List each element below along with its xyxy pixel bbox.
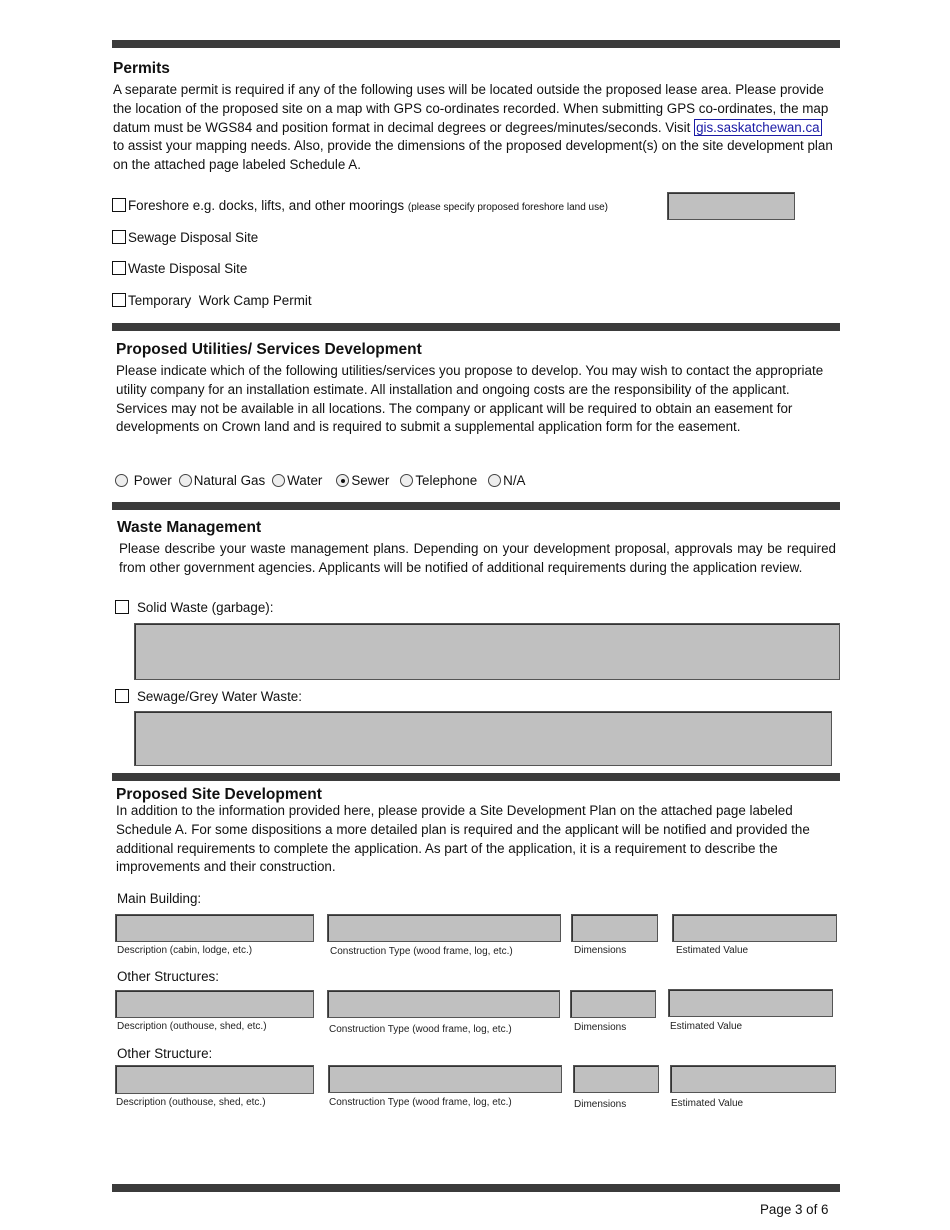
- other-structure-dimensions-input[interactable]: [573, 1065, 659, 1093]
- field-caption: Dimensions: [574, 945, 627, 956]
- permits-heading: Permits: [113, 60, 170, 77]
- other-structures-dimensions-input[interactable]: [570, 990, 656, 1018]
- permit-option-waste[interactable]: [112, 261, 247, 276]
- other-structures-description-input[interactable]: [115, 990, 314, 1018]
- section-divider: [112, 773, 840, 781]
- radio-icon[interactable]: [179, 474, 192, 487]
- option-note: (please specify proposed foreshore land use): [407, 202, 608, 213]
- field-caption: Construction Type (wood frame, log, etc.): [330, 946, 513, 957]
- solid-waste-option[interactable]: [115, 600, 273, 615]
- option-label: Sewage/Grey Water Waste:: [137, 689, 302, 704]
- main-building-dimensions-input[interactable]: [571, 914, 658, 942]
- other-structures-value-input[interactable]: [668, 989, 833, 1017]
- radio-power[interactable]: [115, 473, 172, 488]
- field-caption: Description (outhouse, shed, etc.): [116, 1097, 266, 1108]
- field-caption: Dimensions: [574, 1022, 627, 1033]
- field-caption: Estimated Value: [671, 1098, 744, 1109]
- waste-heading: Waste Management: [117, 519, 262, 536]
- foreshore-land-use-input[interactable]: [667, 192, 795, 220]
- page-number: Page 3 of 6: [760, 1202, 829, 1217]
- radio-icon[interactable]: [488, 474, 501, 487]
- radio-label: Natural Gas: [193, 473, 266, 488]
- site-description: In addition to the information provided here, please provide a Site Development Plan on the attached page labeled Schedule A. For some dispositions a more detailed plan is required and the applicant will be notified and provided the additional requirements to complete the application. As part of the application, it is a requirement to describe the improvements and their construction.: [116, 803, 810, 875]
- field-caption: Description (cabin, lodge, etc.): [117, 945, 253, 956]
- radio-selected-icon[interactable]: [336, 474, 349, 487]
- radio-icon[interactable]: [115, 474, 128, 487]
- other-structure-construction-input[interactable]: [328, 1065, 562, 1093]
- checkbox[interactable]: [115, 600, 129, 614]
- utilities-radio-group: [115, 473, 532, 488]
- checkbox[interactable]: [112, 198, 126, 212]
- other-structure-value-input[interactable]: [670, 1065, 836, 1093]
- permits-text-end: to assist your mapping needs. Also, provide the dimensions of the proposed development(s) on the site development plan on the attached page labeled Schedule A.: [113, 138, 833, 173]
- radio-label: Sewer: [351, 473, 390, 488]
- field-caption: Estimated Value: [676, 945, 749, 956]
- radio-label: Telephone: [415, 473, 478, 488]
- gis-link[interactable]: gis.saskatchewan.ca: [696, 119, 820, 135]
- checkbox[interactable]: [112, 230, 126, 244]
- sewage-waste-option[interactable]: [115, 689, 302, 704]
- checkbox[interactable]: [112, 261, 126, 275]
- section-divider: [112, 323, 840, 331]
- permit-option-foreshore[interactable]: [112, 198, 608, 213]
- waste-description: Please describe your waste management plans. Depending on your development proposal, approvals may be required from other government agencies. Applicants will be notified of additional requirements during the application review.: [119, 541, 836, 575]
- radio-telephone[interactable]: [400, 473, 477, 488]
- radio-na[interactable]: [488, 473, 525, 488]
- main-building-description-input[interactable]: [115, 914, 314, 942]
- field-caption: Estimated Value: [670, 1021, 743, 1032]
- checkbox[interactable]: [115, 689, 129, 703]
- radio-label: Water: [287, 473, 323, 488]
- option-label: Temporary Work Camp Permit: [128, 293, 312, 308]
- sewage-waste-input[interactable]: [134, 711, 832, 766]
- permit-option-work-camp[interactable]: [112, 293, 312, 308]
- main-building-construction-input[interactable]: [327, 914, 561, 942]
- utilities-description: Please indicate which of the following utilities/services you propose to develop. You may wish to contact the appropriate utility company for an installation estimate. All installation and ongoing costs are the responsibility of the applicant. Services may not be available in all locations. The company or applicant will be required to obtain an easement for developments on Crown land and is required to submit a supplemental application form for the easement.: [116, 363, 824, 435]
- radio-label: N/A: [503, 473, 526, 488]
- section-divider: [112, 502, 840, 510]
- field-caption: Description (outhouse, shed, etc.): [117, 1021, 267, 1032]
- radio-icon[interactable]: [400, 474, 413, 487]
- site-heading: Proposed Site Development: [116, 786, 322, 803]
- section-divider: [112, 40, 840, 48]
- radio-label: Power: [133, 473, 172, 488]
- utilities-heading: Proposed Utilities/ Services Development: [116, 341, 422, 358]
- option-label: Sewage Disposal Site: [128, 230, 259, 245]
- radio-icon[interactable]: [272, 474, 285, 487]
- option-label: Foreshore e.g. docks, lifts, and other moorings: [128, 198, 405, 213]
- solid-waste-input[interactable]: [134, 623, 840, 680]
- field-caption: Dimensions: [574, 1099, 627, 1110]
- radio-water[interactable]: [272, 473, 322, 488]
- field-caption: Construction Type (wood frame, log, etc.): [329, 1097, 512, 1108]
- permits-text: A separate permit is required if any of the following uses will be located outside the proposed lease area. Please provide the location of the proposed site on a map with GPS co-ordinates recorded. When submitting GPS co-ordinates, the map datum must be WGS84 and position format in decimal degrees or degrees/minutes/seconds. Visit: [113, 82, 829, 135]
- other-structure-description-input[interactable]: [115, 1065, 314, 1094]
- radio-natural-gas[interactable]: [179, 473, 265, 488]
- field-caption: Construction Type (wood frame, log, etc.): [329, 1024, 512, 1035]
- radio-sewer[interactable]: [336, 473, 389, 488]
- other-structure-label: Other Structure:: [117, 1046, 213, 1061]
- other-structures-label: Other Structures:: [117, 969, 219, 984]
- permit-option-sewage[interactable]: [112, 230, 258, 245]
- checkbox[interactable]: [112, 293, 126, 307]
- option-label: Solid Waste (garbage):: [137, 600, 274, 615]
- option-label: Waste Disposal Site: [128, 261, 248, 276]
- footer-divider: [112, 1184, 840, 1192]
- permits-description: [113, 81, 833, 175]
- main-building-value-input[interactable]: [672, 914, 837, 942]
- other-structures-construction-input[interactable]: [327, 990, 560, 1018]
- main-building-label: Main Building:: [117, 891, 202, 906]
